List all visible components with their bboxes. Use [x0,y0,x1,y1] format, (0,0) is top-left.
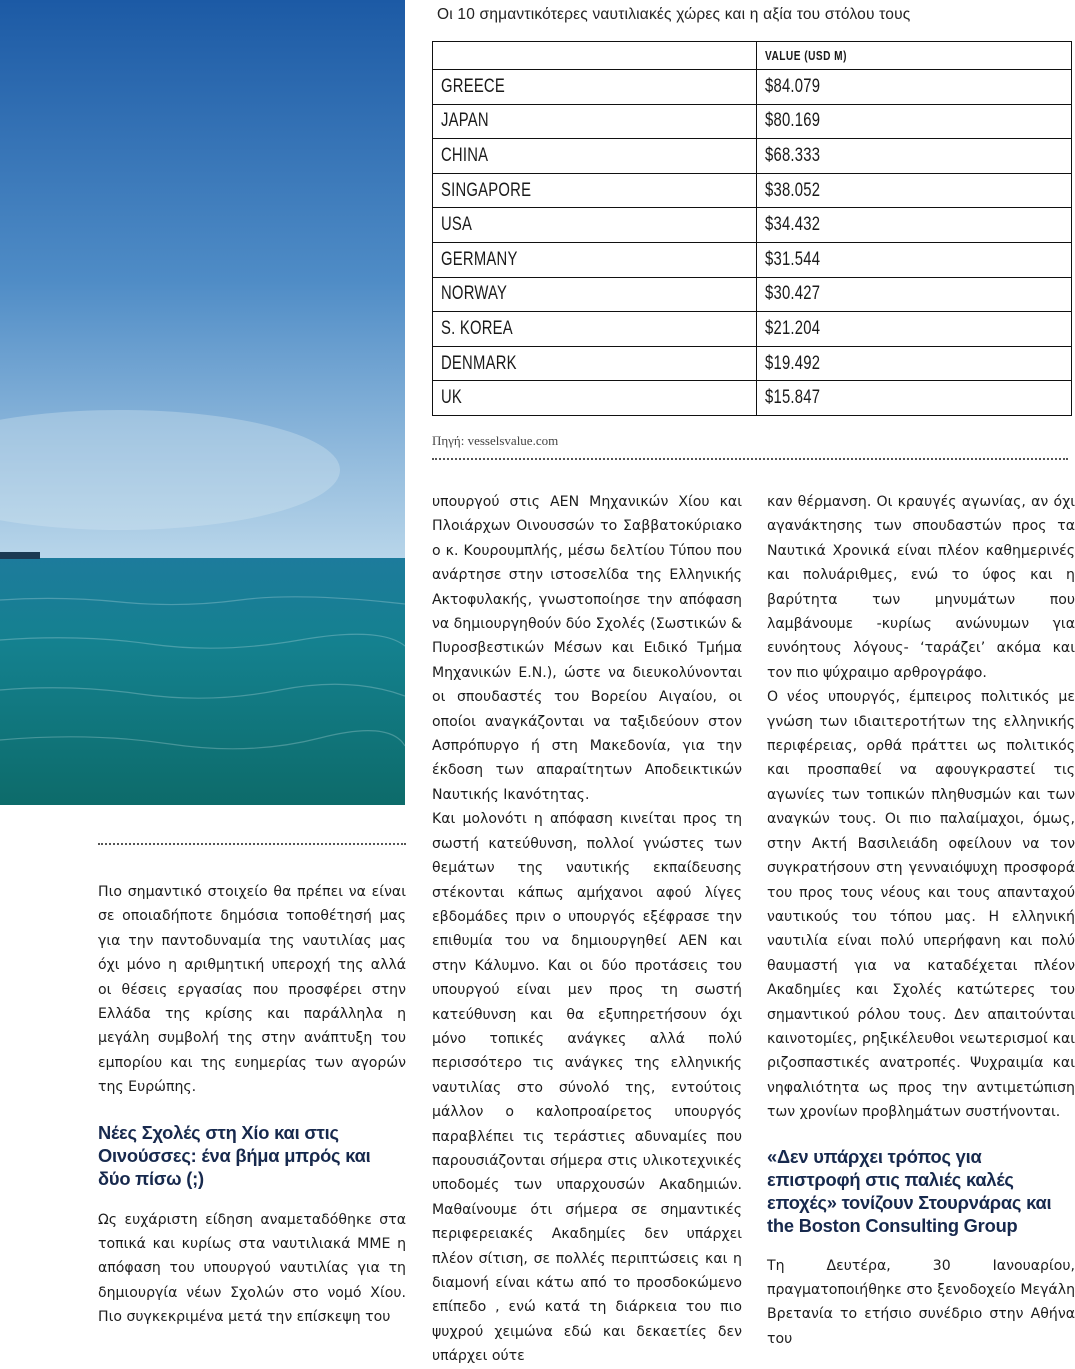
value-cell: $30.427 [757,277,1072,312]
ship-silhouette [0,552,40,559]
paragraph: Ως ευχάριστη είδηση αναμεταδόθηκε στα τοπικά και κυρίως στα ναυτιλιακά ΜΜΕ η απόφαση του υπουργού ναυτιλίας για τη δημιουργία νέων Σχολών στο νομό Χίου. Πιο συγκεκριμένα μετά την επίσκεψη του [98,1211,406,1326]
header-value: VALUE (USD M) [757,42,1072,70]
value-cell: $38.052 [757,173,1072,208]
country-cell: GREECE [433,70,757,105]
value-cell: $34.432 [757,208,1072,243]
table-row [433,173,1072,208]
country-cell: DENMARK [433,346,757,381]
country-cell: NORWAY [433,277,757,312]
value-cell: $31.544 [757,242,1072,277]
paragraph: Πιο σημαντικό στοιχείο θα πρέπει να είναι σε οποιαδήποτε δημόσια τοποθέτησή μας για την παντοδυναμία της ναυτιλίας μας όχι μόνο η αριθμητική υπεροχή της αλλά οι θέσεις εργασίας που προσφέρει στην Ελλάδα της κρίσης και παράλληλα η μεγάλη συμβολή της στην ανάπτυξη του εμπορίου και της ευημερίας των αγορών της Ευρώπης. [98,884,406,1096]
fleet-value-table [432,41,1072,416]
table-header-row [433,42,1072,70]
country-cell: JAPAN [433,104,757,139]
table-row [433,346,1072,381]
table-row [433,70,1072,105]
table-caption: Οι 10 σημαντικότερες ναυτιλιακές χώρες και η αξία του στόλου τους [437,6,911,23]
table-source: Πηγή: vesselsvalue.com [432,433,559,448]
table-row [433,242,1072,277]
paragraph: Και μολονότι η απόφαση κινείται προς τη σωστή κατεύθυνση, πολλοί γνώστες των θεμάτων της ναυτικής εκπαίδευσης στέκονται κάπως αμήχανοι αφού λίγες εβδομάδες πριν ο υπουργός εξέφρασε την επιθυμία του να δημιουργηθεί ΑΕΝ και στην Κάλυμνο. Και οι δύο προτάσεις του υπουργού είναι μεν προς τη σωστή κατεύθυνση και θα εξυπηρετήσουν όχι μόνο τοπικές ανάγκες αλλά πολύ περισσότερο τις ανάγκες της ελληνικής ναυτιλίας στο σύνολό της, εντούτοις μάλλον ο καλοπροαίρετος υπουργός παραβλέπει τις τεράστιες αδυναμίες που παρουσιάζονται σήμερα στις υλικοτεχνικές υποδομές των υπαρχουσών Ακαδημιών. Μαθαίνουμε ότι σήμερα σε σημαντικές περιφερειακές Ακαδημίες δεν υπάρχει πλέον σίτιση, σε πολλές περιπτώσεις και η διαμονή είναι κάτω από το προσδοκώμενο επίπεδο , ενώ κατά τη διάρκεια του πιο ψυχρού χειμώνα εδώ και δεκαετίες δεν υπάρχει ούτε [432,811,742,1365]
table-row [433,139,1072,174]
value-cell: $68.333 [757,139,1072,174]
table-row [433,277,1072,312]
value-cell: $84.079 [757,70,1072,105]
paragraph: Ο νέος υπουργός, έμπειρος πολιτικός με γνώση των ιδιαιτεροτήτων της ελληνικής περιφέρειας, ορθά πράττει ως πολιτικός και προσπαθεί να αφουγκραστεί τις αγωνίες των τοπικών πληθυσμών και των αναγκών τους. Οι πιο παλαίμαχοι, όμως, στην Ακτή Βασιλειάδη οφείλουν να τον συγκρατήσουν στη γενναιόψυχη προσφορά του προς τους νέους και τους απανταχού ναυτικούς του τόπου μας. Η ελληνική ναυτιλία είναι πολύ υπερήφανη και πολύ θαυμαστή για να καταδέχεται πλέον Ακαδημίες και Σχολές κατώτερες του σημαντικού ρόλου τους. Δεν απαιτούνται καινοτομίες, ρηξικέλευθοι νεωτερισμοί και ριζοσπαστικές ανατροπές. Ψυχραιμία και νηφαλιότητα ως προς την αντιμετώπιση των χρονίων προβλημάτων συστήνονται. [767,689,1075,1121]
country-cell: GERMANY [433,242,757,277]
column-2 [432,490,742,1369]
table-row [433,381,1072,416]
value-cell: $15.847 [757,381,1072,416]
divider-left [98,843,406,845]
table-row [433,104,1072,139]
country-cell: CHINA [433,139,757,174]
value-cell: $21.204 [757,312,1072,347]
column-3 [767,490,1075,1351]
table-row [433,312,1072,347]
paragraph: Τη Δευτέρα, 30 Ιανουαρίου, πραγματοποιήθηκε στο ξενοδοχείο Μεγάλη Βρετανία το ετήσιο συνέδριο στην Αθήνα του [767,1257,1075,1347]
column-1 [98,880,406,1330]
divider-table [432,458,1068,460]
section-heading: «Δεν υπάρχει τρόπος για επιστροφή στις παλιές καλές εποχές» τονίζουν Στουρνάρας και the Boston Consulting Group [767,1145,1052,1236]
value-cell: $80.169 [757,104,1072,139]
paragraph: καν θέρμανση. Οι κραυγές αγωνίας, αν όχι αγανάκτησης των σπουδαστών προς τα Ναυτικά Χρονικά είναι πλέον καθημερινές και πολυάριθμες, ενώ το ύφος και η βαρύτητα των μηνυμάτων που λαμβάνουμε -κυρίως ανώνυμων για ευνόητους λόγους- ‘ταράζει’ ακόμα και τον πιο ψύχραιμο αρθρογράφο. [767,494,1075,681]
country-cell: S. KOREA [433,312,757,347]
value-cell: $19.492 [757,346,1072,381]
country-cell: UK [433,381,757,416]
country-cell: SINGAPORE [433,173,757,208]
section-heading: Νέες Σχολές στη Χίο και στις Οινούσσες: ένα βήμα μπρός και δύο πίσω (;) [98,1121,371,1189]
table-row [433,208,1072,243]
sea-photo [0,0,405,805]
paragraph: υπουργού στις ΑΕΝ Μηχανικών Χίου και Πλοιάρχων Οινουσσών το Σαββατοκύριακο ο κ. Κουρουμπλής, μέσω δελτίου Τύπου που ανάρτησε στην ιστοσελίδα της Ελληνικής Ακτοφυλακής, γνωστοποίησε την απόφαση να δημιουργηθούν δύο Σχολές (Σωστικών & Πυροσβεστικών Μέσων και Ειδικό Τμήμα Μηχανικών Ε.Ν.), ώστε να διευκολύνονται οι σπουδαστές του Βορείου Αιγαίου, οι οποίοι αναγκάζονται να ταξιδεύουν στον Ασπρόπυργο ή στη Μακεδονία, για την έκδοση των απαραίτητων Αποδεικτικών Ναυτικής Ικανότητας. [432,494,742,803]
country-cell: USA [433,208,757,243]
header-country [433,42,757,70]
